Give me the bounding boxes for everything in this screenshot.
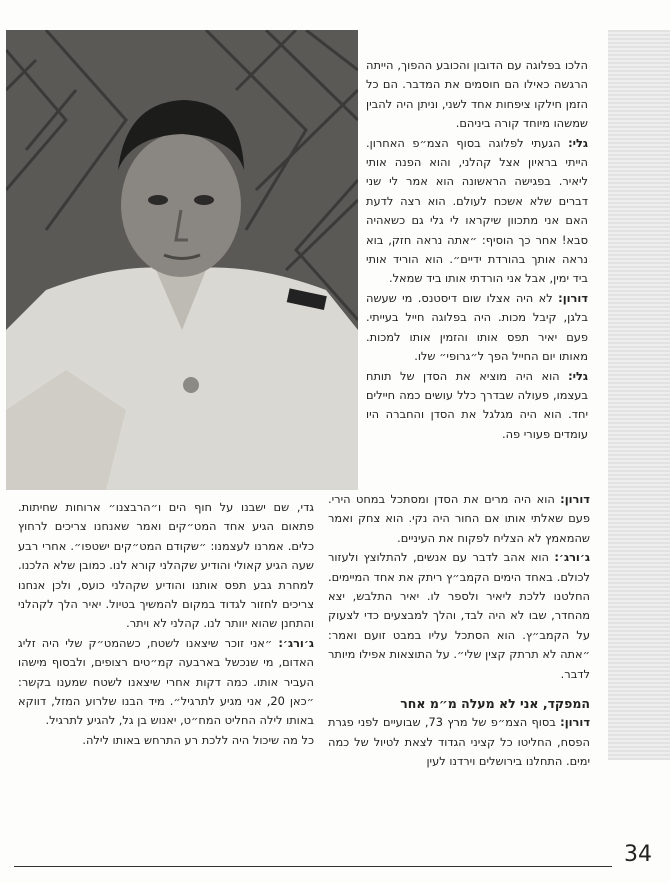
article-column-right-top [366,56,588,444]
decorative-margin-strip [608,30,670,760]
paragraph: דורון: לא היה אצלו שום דיסטנס. מי שעשה בלגן, קיבל מכות. היה בפלוגה חייל בעייתי. פעם יאיר תפס אותו והזמין אותו למכות. מאותו יום החייל הפך ל״גרופי״ שלו. [366,290,588,364]
paragraph: דורון: הוא היה מרים את הסדן ומסתכל במחט הירי. פעם שאלתי אותו אם החור היה נקי. הוא צחק ואמר שהמאמץ לא הצליח לפקוח את העיניים. [328,492,590,545]
paragraph: ג׳ורג׳: הוא אהב לדבר עם אנשים, להתלוצץ ולעזור לכולם. באחד הימים הקמב״ץ ריתק את אחד המיימים. החלטנו ללכת ליאיר ולספר לו. יאיר התלבש, יצא מהחדר, שבו לא היה לבד, והלך למבצעים כדי לצעוק על הקמב״ץ. הוא הסתכל עליו במבט זועם ואמר: ״אתה לא תרתק קצין שלי״. על התוצאות אפילו מיותר לדבר. [328,550,590,681]
footer-rule [14,866,612,867]
soldier-photo-graphic [6,30,358,490]
article-column-left [18,498,314,750]
paragraph: גדי, שם ישבנו על חוף הים ו״הרבצנו״ ארוחות שחיתות. פתאום הגיע אחד המט״קים ואמר שאנחנו צריכים לרחוץ כלים. אמרנו לעצמנו: ״שקודם המט״קים ישטפו״. אחרי רבע שעה הגיע קאולי והודיע שקהלני קורא לנו. כמובן שלא הלכנו. למחרת גבע תפס אותנו והודיע שקהלני כועס, ולכן אנחנו צריכים לחזור לגדוד במקום להמשיך בטיול. יאיר הלך לקהלני והתחנן שהוא יוותר לנו. קהלני לא ויתר. [18,500,314,631]
article-column-right-bottom [328,490,590,772]
paragraph: ג׳ורג׳: ״אני זוכר שיצאנו לשטח, כשהמט״ק שלי היה זליג האדום, מי שנכשל בארבעה קמ״טים רצופים, ולבסוף מישהו העביר אותו. כמה דקות אחרי שיצאנו לשטח שמענו בקשר: ״כאן 20, אני מגיע לתרגיל״. מיד הבנו שלרוע המזל, דווקא באותו לילה החליט המח״ט, יאנוש בן גל, להגיע לתרגיל. [18,635,314,728]
page-number: 34 [624,842,652,867]
paragraph: גלי: הוא היה מוציא את הסדן של תותח בעצמו, פעולה שבדרך כלל עושים כמה חיילים יחד. הוא היה מגלגל את הסדן והחברה היו עומדים פעורי פה. [366,368,588,441]
soldier-photo [6,30,358,490]
paragraph: הלכו בפלוגה עם הדובון והכובע ההפוך, הייתה הרגשה כאילו הם חוסמים את המדבר. הם כל הזמן חילקו ציפחות אחד לשני, וניתן היה להבין שמשהו מיוחד קורה ביניהם. [366,58,588,131]
paragraph: דורון: בסוף הצמ״פ של מרץ 73, שבועיים לפני פגרת הפסח, החליטו כל קציני הגדוד לצאת לטיול של כמה ימים. התחלנו בירושלים וירדנו לעין [328,715,591,769]
section-headline: המפקד, אני לא מעלה מ״מ אחר [400,696,590,712]
paragraph: גלי: הגעתי לפלוגה בסוף הצמ״פ האחרון. הייתי בראיון אצל קהלני, והוא הפנה אותי ליאיר. בפגישה הראשונה הוא אמר לי שני דברים שלא אשכח לעולם. הוא רצה לדעת האם אני מתכוון שיקראו לי גלי גם כשאהיה סבא! אחר כך הוסיף: ״אתה נראה חזק, בוא נראה אותך בהורדת ידיים״. הוא הוריד אותי ביד ימין, אבל אני הורדתי אותו ביד שמאל. [366,135,588,286]
paragraph: כל מה שיכול היה ללכת רע התרחש באותו לילה. [82,732,314,747]
